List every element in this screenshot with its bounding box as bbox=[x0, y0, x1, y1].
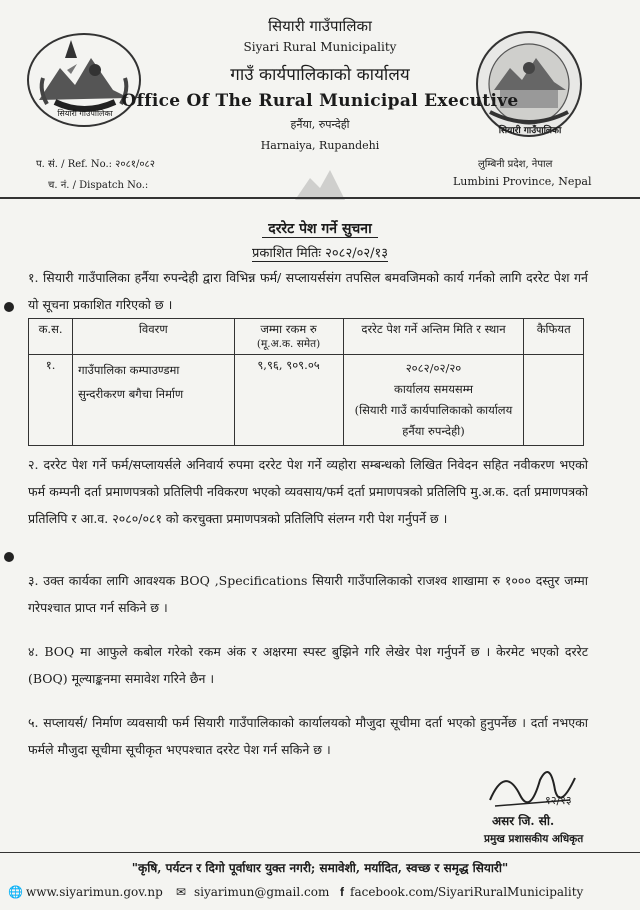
ref-number: प. सं. / Ref. No.: २०८१/०८२ bbox=[36, 159, 155, 170]
globe-icon: 🌐 bbox=[8, 885, 23, 899]
row-deadline: २०८२/०२/२० कार्यालय समयसम्म (सियारी गाउँ कार्यपालिकाको कार्यालय हर्नैया रुपन्देही) bbox=[343, 355, 524, 446]
slogan: "कृषि, पर्यटन र दिगो पूर्वाधार युक्त नगरी; समावेशी, मर्यादित, स्वच्छ र समृद्ध सियारी" bbox=[131, 861, 509, 875]
province-nepali: लुम्बिनी प्रदेश, नेपाल bbox=[478, 159, 553, 170]
address-nepali: हर्नैया, रुपन्देही bbox=[290, 118, 350, 131]
row-remarks bbox=[524, 355, 584, 446]
signatory-designation: प्रमुख प्रशासकीय अधिकृत bbox=[484, 833, 584, 845]
facebook-link[interactable]: facebook.com/SiyariRuralMunicipality bbox=[350, 885, 584, 899]
left-logo-caption: सियारी गाउँपालिका bbox=[57, 109, 113, 118]
signatory-name: असर जि. सी. bbox=[492, 814, 555, 828]
website-link[interactable]: www.siyarimun.gov.np bbox=[26, 885, 163, 899]
col-remarks-header: कैफियत bbox=[524, 319, 584, 355]
punch-hole bbox=[4, 552, 14, 562]
col-description-header: विवरण bbox=[73, 319, 234, 355]
paragraph-2: २. दररेट पेश गर्ने फर्म/सप्लायर्सले अनिवार्य रुपमा दररेट पेश गर्ने व्यहोरा सम्बन्धको लिखित निवेदन सहित नवीकरण भएको फर्म कम्पनी दर्ता प्रमाणपत्रको प्रतिलिपी नविकरण भएको व्यवसाय/फर्म दर्ता प्रमाणपत्रको प्रतिलिपि मु.अ.क. दर्ता प्रमाणपत्रको प्रतिलिपि र आ.व. २०८०/०८१ को करचुक्ता प्रमाणपत्रको प्रतिलिपि संलग्न गरी पेश गर्नुपर्ने छ । bbox=[28, 457, 588, 526]
paragraph-4: ४. BOQ मा आफुले कबोल गरेको रकम अंक र अक्षरमा स्पस्ट बुझिने गरि लेखेर पेश गर्नुपर्ने छ । केरमेट भएको दररेट (BOQ) मूल्याङ्कनमा समावेश गरिने छैन । bbox=[28, 644, 588, 686]
table-row bbox=[29, 355, 584, 446]
email-link[interactable]: siyarimun@gmail.com bbox=[194, 885, 330, 899]
notice-title: दररेट पेश गर्ने सुचना bbox=[0, 218, 640, 238]
signature-date: १२/१३ bbox=[545, 794, 572, 807]
col-deadline-header: दररेट पेश गर्ने अन्तिम मिति र स्थान bbox=[343, 319, 524, 355]
dispatch-number: च. नं. / Dispatch No.: bbox=[48, 180, 149, 191]
col-amount-header: जम्मा रकम रु (मू.अ.क. समेत) bbox=[234, 319, 343, 355]
facebook-icon: f bbox=[340, 885, 344, 899]
col-sn-header: क.स. bbox=[29, 319, 73, 355]
row-sn: १. bbox=[29, 355, 73, 446]
municipality-name-english: Siyari Rural Municipality bbox=[243, 40, 397, 54]
right-logo-caption: सियारी गाउँपालिका bbox=[498, 126, 562, 136]
tender-table bbox=[28, 318, 584, 446]
header-divider bbox=[0, 197, 640, 199]
office-name-nepali: गाउँ कार्यपालिकाको कार्यालय bbox=[230, 65, 410, 85]
watermark-emblem bbox=[290, 160, 350, 210]
row-description: गाउँपालिका कम्पाउण्डमा सुन्दरीकरण बगैचा निर्माण bbox=[73, 355, 234, 446]
row-amount: ९,९६, ९०९.०५ bbox=[234, 355, 343, 446]
punch-hole bbox=[4, 302, 14, 312]
paragraph-5: ५. सप्लायर्स/ निर्माण व्यवसायी फर्म सियारी गाउँपालिकाको कार्यालयको मौजुदा सूचीमा दर्ता भएको हुनुपर्नेछ । दर्ता नभएका फर्मले मौजुदा सूचीमा सूचीकृत भएपश्चात दररेट पेश गर्न सकिने छ । bbox=[28, 715, 588, 757]
paragraph-1: १. सियारी गाउँपालिका हर्नैया रुपन्देही द्वारा विभिन्न फर्म/ सप्लायर्ससंग तपसिल बमवजिमको कार्य गर्नको लागि दररेट पेश गर्न यो सूचना प्रकाशित गरिएको छ । bbox=[28, 270, 588, 312]
published-date: प्रकाशित मितिः २०८२/०२/१३ bbox=[251, 246, 388, 261]
office-name-english: Office Of The Rural Municipal Executive bbox=[121, 91, 519, 111]
mail-icon: ✉ bbox=[176, 885, 187, 899]
municipality-name-nepali: सियारी गाउँपालिका bbox=[268, 17, 372, 35]
paragraph-3: ३. उक्त कार्यका लागि आवश्यक BOQ ,Specifications सियारी गाउँपालिकाको राजश्व शाखामा रु १००० दस्तुर जम्मा गरेपश्चात प्राप्त गर्न सकिने छ । bbox=[28, 573, 588, 615]
table-header-row bbox=[29, 319, 584, 355]
footer-divider bbox=[0, 852, 640, 853]
address-english: Harnaiya, Rupandehi bbox=[260, 139, 380, 152]
province-english: Lumbini Province, Nepal bbox=[453, 175, 592, 188]
